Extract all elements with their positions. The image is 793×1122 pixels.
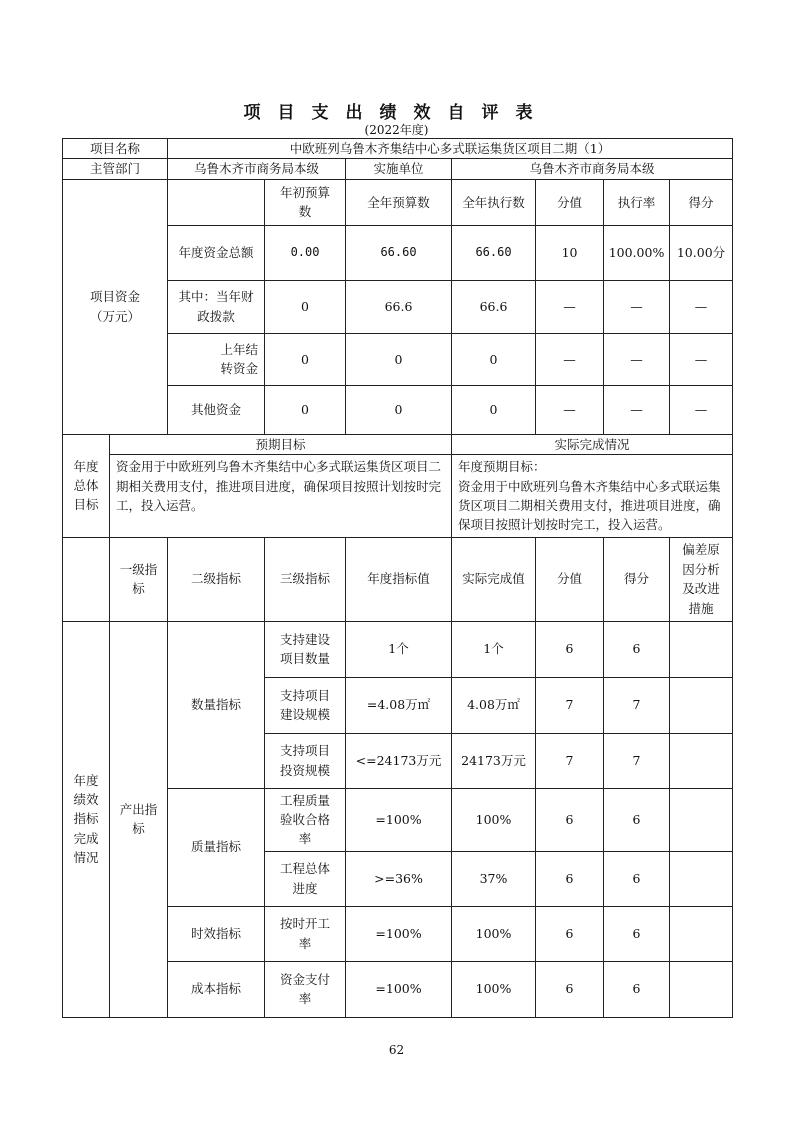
indicator-header-level2: 二级指标	[168, 537, 265, 621]
indicator-score-value: 6	[536, 961, 604, 1017]
funds-cell: 66.60	[346, 225, 452, 280]
indicator-score: 7	[604, 677, 670, 733]
indicator-header-row	[63, 537, 733, 621]
indicator-header-target: 年度指标值	[346, 537, 452, 621]
indicator-target: =100%	[346, 906, 452, 961]
indicator-score-value: 6	[536, 851, 604, 906]
funds-cell: 10	[536, 225, 604, 280]
funds-cell: 66.6	[346, 280, 452, 333]
indicator-header-level1: 一级指 标	[110, 537, 168, 621]
goals-expected-header: 预期目标	[110, 434, 452, 454]
funds-cell: 0	[265, 280, 346, 333]
indicator-deviation	[670, 733, 733, 788]
indicator-level3: 资金支付 率	[265, 961, 346, 1017]
funds-cell: 100.00%	[604, 225, 670, 280]
indicator-deviation	[670, 906, 733, 961]
indicator-score-value: 7	[536, 733, 604, 788]
indicator-actual: 1个	[452, 621, 536, 677]
indicator-actual: 100%	[452, 906, 536, 961]
department-row	[63, 159, 733, 179]
goals-content-row	[63, 455, 733, 538]
indicator-score: 6	[604, 788, 670, 851]
indicator-deviation	[670, 677, 733, 733]
funds-cell: —	[670, 280, 733, 333]
funds-cell: 0	[346, 333, 452, 385]
page-number: 62	[388, 1043, 405, 1057]
funds-header-initial: 年初预算 数	[265, 179, 346, 225]
indicator-level1-output: 产出指 标	[110, 621, 168, 1017]
indicator-score-value: 7	[536, 677, 604, 733]
indicator-target: <=24173万元	[346, 733, 452, 788]
indicator-score-value: 6	[536, 621, 604, 677]
indicator-target: =4.08万㎡	[346, 677, 452, 733]
page-subtitle: (2022年度)	[364, 123, 429, 137]
indicator-actual: 4.08万㎡	[452, 677, 536, 733]
funds-header-rate: 执行率	[604, 179, 670, 225]
funds-header-executed: 全年执行数	[452, 179, 536, 225]
indicator-deviation	[670, 621, 733, 677]
funds-header-empty	[168, 179, 265, 225]
indicator-row	[63, 621, 733, 677]
indicator-header-score: 得分	[604, 537, 670, 621]
funds-cell: —	[604, 385, 670, 434]
funds-cell: 0	[346, 385, 452, 434]
indicators-section-label: 年度 绩效 指标 完成 情况	[63, 621, 110, 1017]
indicator-header-level3: 三级指标	[265, 537, 346, 621]
funds-row-label: 其他资金	[168, 385, 265, 434]
funds-cell: —	[536, 280, 604, 333]
funds-header-annual-budget: 全年预算数	[346, 179, 452, 225]
funds-cell: —	[604, 333, 670, 385]
funds-row-label: 上年结 转资金	[168, 333, 265, 385]
funds-cell: —	[536, 333, 604, 385]
indicator-header-score-value: 分值	[536, 537, 604, 621]
funds-cell: —	[604, 280, 670, 333]
goals-actual-cell	[452, 455, 733, 538]
indicator-score: 6	[604, 961, 670, 1017]
funds-cell: 66.6	[452, 280, 536, 333]
indicator-actual: 24173万元	[452, 733, 536, 788]
indicator-deviation	[670, 961, 733, 1017]
indicator-level3: 工程质量 验收合格 率	[265, 788, 346, 851]
impl-label: 实施单位	[346, 159, 452, 179]
project-name-row	[63, 139, 733, 159]
funds-cell: 0.00	[265, 225, 346, 280]
indicator-target: =100%	[346, 788, 452, 851]
indicator-header-deviation: 偏差原 因分析 及改进 措施	[670, 537, 733, 621]
goals-header-row	[63, 434, 733, 454]
indicator-header-actual: 实际完成值	[452, 537, 536, 621]
dept-label: 主管部门	[63, 159, 168, 179]
dept-value: 乌鲁木齐市商务局本级	[168, 159, 346, 179]
indicator-group-cost: 成本指标	[168, 961, 265, 1017]
funds-row-label: 年度资金总额	[168, 225, 265, 280]
goals-actual-text: 资金用于中欧班列乌鲁木齐集结中心多式联运集货区项目二期相关费用支付，推进项目进度，确保项目按照计划按时完工，投入运营。	[458, 478, 721, 533]
funds-cell: 0	[452, 333, 536, 385]
indicator-actual: 37%	[452, 851, 536, 906]
indicator-score: 6	[604, 621, 670, 677]
indicator-actual: 100%	[452, 961, 536, 1017]
goals-section-label: 年度 总体 目标	[63, 434, 110, 537]
indicator-target: >=36%	[346, 851, 452, 906]
page-title: 项目支出绩效自评表	[243, 103, 550, 123]
funds-cell: —	[670, 333, 733, 385]
indicator-score-value: 6	[536, 788, 604, 851]
funds-cell: 0	[265, 385, 346, 434]
project-name-label: 项目名称	[63, 139, 168, 159]
indicator-deviation	[670, 788, 733, 851]
funds-cell: 0	[452, 385, 536, 434]
funds-cell: —	[670, 385, 733, 434]
indicator-level3: 支持项目 建设规模	[265, 677, 346, 733]
indicator-group-quality: 质量指标	[168, 788, 265, 906]
indicator-header-empty	[63, 537, 110, 621]
indicator-target: 1个	[346, 621, 452, 677]
funds-header-row	[63, 179, 733, 225]
indicator-level3: 支持项目 投资规模	[265, 733, 346, 788]
project-name-value: 中欧班列乌鲁木齐集结中心多式联运集货区项目二期（1）	[168, 139, 733, 159]
indicator-deviation	[670, 851, 733, 906]
indicator-score: 6	[604, 906, 670, 961]
funds-header-score: 得分	[670, 179, 733, 225]
goals-actual-label: 年度预期目标：	[458, 459, 546, 475]
indicator-score: 6	[604, 851, 670, 906]
funds-cell: 66.60	[452, 225, 536, 280]
funds-row-label: 其中：当年财 政拨款	[168, 280, 265, 333]
impl-value: 乌鲁木齐市商务局本级	[452, 159, 733, 179]
funds-cell: 10.00分	[670, 225, 733, 280]
indicator-actual: 100%	[452, 788, 536, 851]
indicator-group-timeliness: 时效指标	[168, 906, 265, 961]
indicator-group-quantity: 数量指标	[168, 621, 265, 788]
indicator-level3: 按时开工 率	[265, 906, 346, 961]
funds-section-label: 项目资金 （万元）	[63, 179, 168, 434]
funds-header-score-value: 分值	[536, 179, 604, 225]
indicator-target: =100%	[346, 961, 452, 1017]
indicator-score: 7	[604, 733, 670, 788]
goals-actual-header: 实际完成情况	[452, 434, 733, 454]
funds-cell: —	[536, 385, 604, 434]
goals-expected-text: 资金用于中欧班列乌鲁木齐集结中心多式联运集货区项目二期相关费用支付，推进项目进度，确保项目按照计划按时完工，投入运营。	[110, 455, 452, 538]
indicator-score-value: 6	[536, 906, 604, 961]
indicator-level3: 工程总体 进度	[265, 851, 346, 906]
indicator-level3: 支持建设 项目数量	[265, 621, 346, 677]
evaluation-table	[62, 138, 733, 1018]
funds-cell: 0	[265, 333, 346, 385]
